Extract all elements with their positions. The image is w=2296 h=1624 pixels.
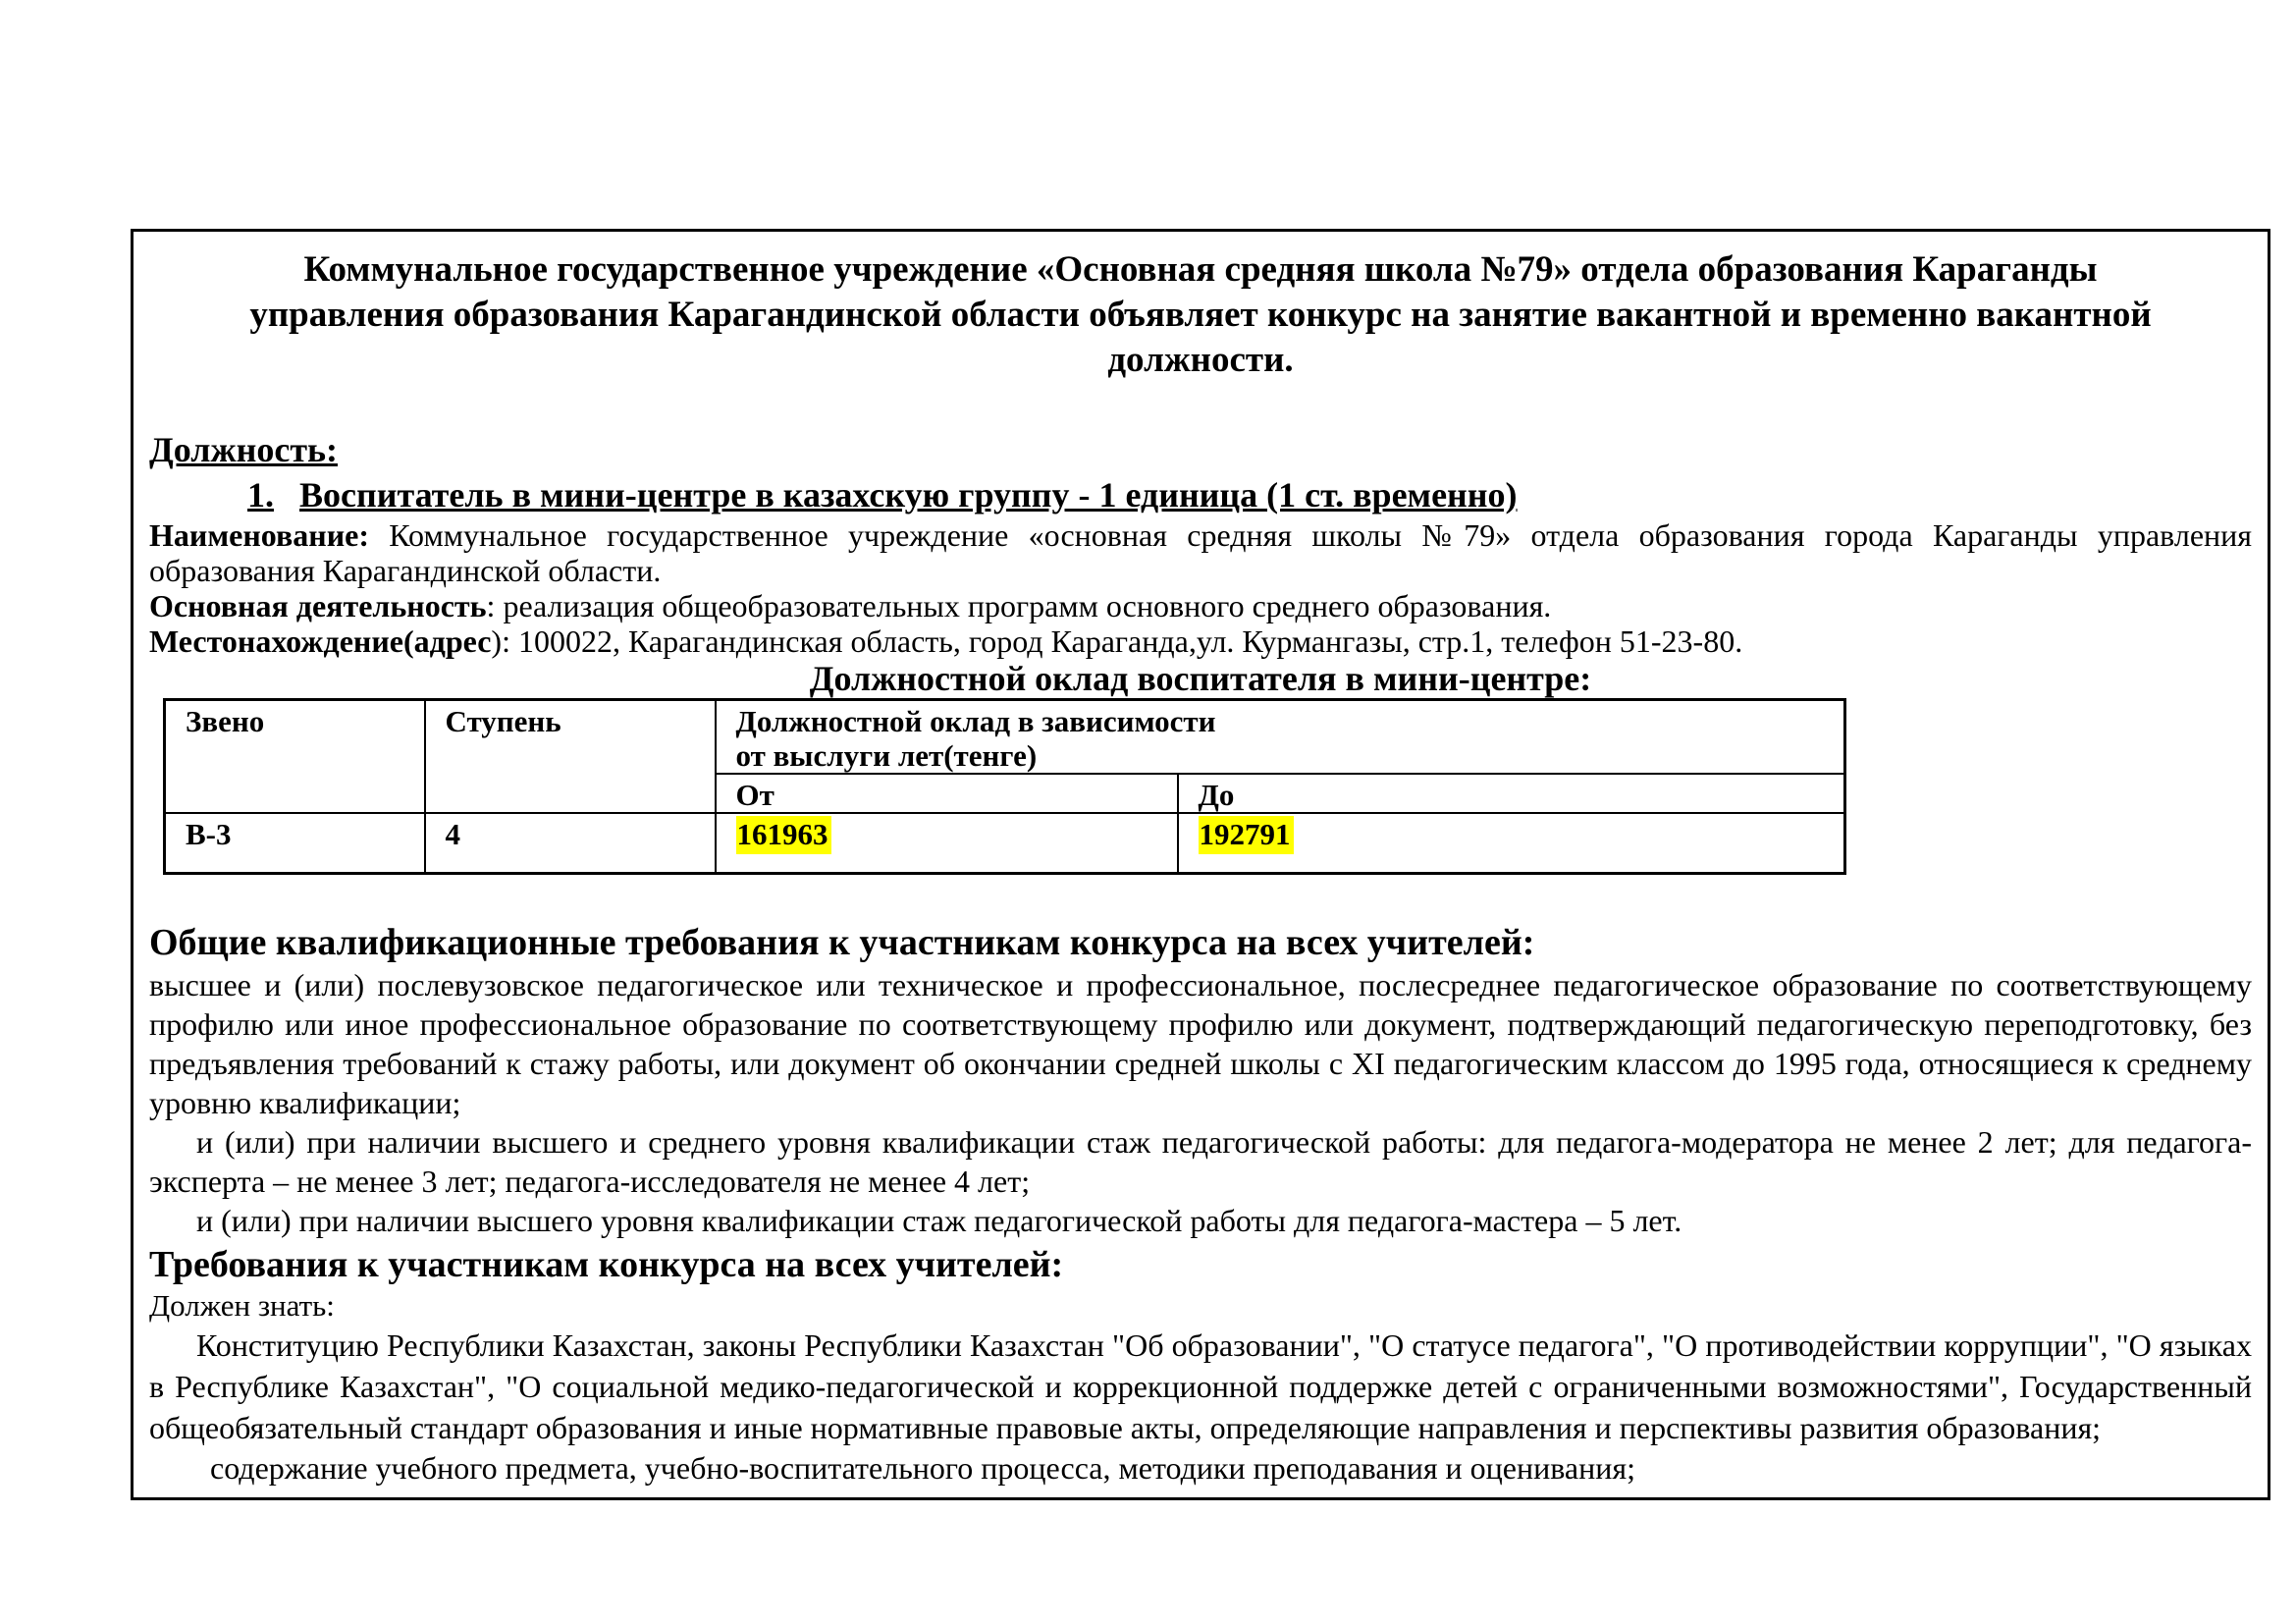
general-requirements-heading: Общие квалификационные требования к участникам конкурса на всех учителей:: [149, 922, 1535, 963]
data-cell-zveno: В-3: [165, 813, 425, 874]
position-heading-label: Должность:: [149, 430, 339, 469]
salary-table-data-row: [165, 813, 1845, 874]
general-requirements-paragraph-3: и (или) при наличии высшего уровня квалификации стаж педагогической работы для педагога-мастера – 5 лет.: [196, 1203, 1682, 1238]
requirements-paragraph-1: Конституцию Республики Казахстан, законы Республики Казахстан "Об образовании", "О статусе педагога", "О противодействии коррупции", "О языках в Республике Казахстан", "О социальной медико-педагогической и коррекционной поддержке детей с ограниченными возможностями", Государственный общеобязательный стандарт образования и иные нормативные правовые акты, определяющие направления и перспективы развития образования;: [149, 1327, 2252, 1445]
detail-activity-label: Основная деятельность: [149, 588, 487, 623]
detail-name-label: Наименование:: [149, 517, 369, 553]
salary-from-highlighted-value: 161963: [736, 816, 831, 854]
detail-name-paragraph: [149, 517, 2252, 588]
detail-name-text: Коммунальное государственное учреждение «основная средняя школы №79» отдела образования города Караганды управления образования Карагандинской области.: [149, 517, 2252, 588]
announcement-border-box: [131, 229, 2270, 1500]
position-heading: [149, 428, 2252, 471]
detail-address-label: Местонахождение(адрес: [149, 623, 492, 659]
position-item-text: Воспитатель в мини-центре в казахскую группу - 1 единица (1 ст. временно): [299, 475, 1518, 514]
detail-address-text: ): 100022, Карагандинская область, город Караганда,ул. Курмангазы, стр.1, телефон 51-23-80.: [491, 623, 1743, 659]
header-cell-salary-line1: Должностной оклад в зависимости: [735, 704, 1216, 738]
header-cell-to: До: [1178, 774, 1845, 813]
detail-activity-text: : реализация общеобразовательных программ основного среднего образования.: [486, 588, 1552, 623]
data-cell-from: [716, 813, 1178, 874]
data-cell-to: [1178, 813, 1845, 874]
document-title: Коммунальное государственное учреждение «Основная средняя школа №79» отдела образования Караганды управления образования Карагандинской области объявляет конкурс на занятие вакантной и временно вакантной должности.: [249, 249, 2152, 380]
requirements-paragraph-2: содержание учебного предмета, учебно-воспитательного процесса, методики преподавания и оценивания;: [210, 1450, 1635, 1486]
detail-address-paragraph: [149, 623, 2252, 659]
general-requirements-paragraph-1: высшее и (или) послевузовское педагогическое или техническое и профессиональное, послесреднее педагогическое образование по соответствующему профилю или иное профессиональное образование по соответствующему профилю или документ, подтверждающий педагогическую переподготовку, без предъявления требований к стажу работы, или документ об окончании средней школы с XI педагогическим классом до 1995 года, относящиеся к среднему уровню квалификации;: [149, 967, 2252, 1120]
salary-table-caption: Должностной оклад воспитателя в мини-центре:: [809, 659, 1592, 698]
header-cell-stupen: Ступень: [425, 700, 716, 814]
header-cell-zveno: Звено: [165, 700, 425, 814]
data-cell-stupen: 4: [425, 813, 716, 874]
detail-activity-paragraph: [149, 588, 2252, 623]
requirements-heading: Требования к участникам конкурса на всех учителей:: [149, 1244, 1064, 1285]
general-requirements-paragraph-2: и (или) при наличии высшего и среднего уровня квалификации стаж педагогической работы: для педагога-модератора не менее 2 лет; для педагога-эксперта – не менее 3 лет; педагога-исследователя не менее 4 лет;: [149, 1124, 2252, 1199]
header-cell-salary-line2: от выслуги лет(тенге): [735, 738, 1038, 773]
salary-table: [163, 698, 1846, 875]
header-cell-salary: [716, 700, 1845, 775]
must-know-label: Должен знать:: [149, 1288, 335, 1323]
salary-to-highlighted-value: 192791: [1199, 816, 1294, 854]
header-cell-from: От: [716, 774, 1178, 813]
position-item-1: [149, 473, 2252, 517]
salary-table-header-row-1: [165, 700, 1845, 775]
position-item-number: 1.: [247, 475, 274, 514]
